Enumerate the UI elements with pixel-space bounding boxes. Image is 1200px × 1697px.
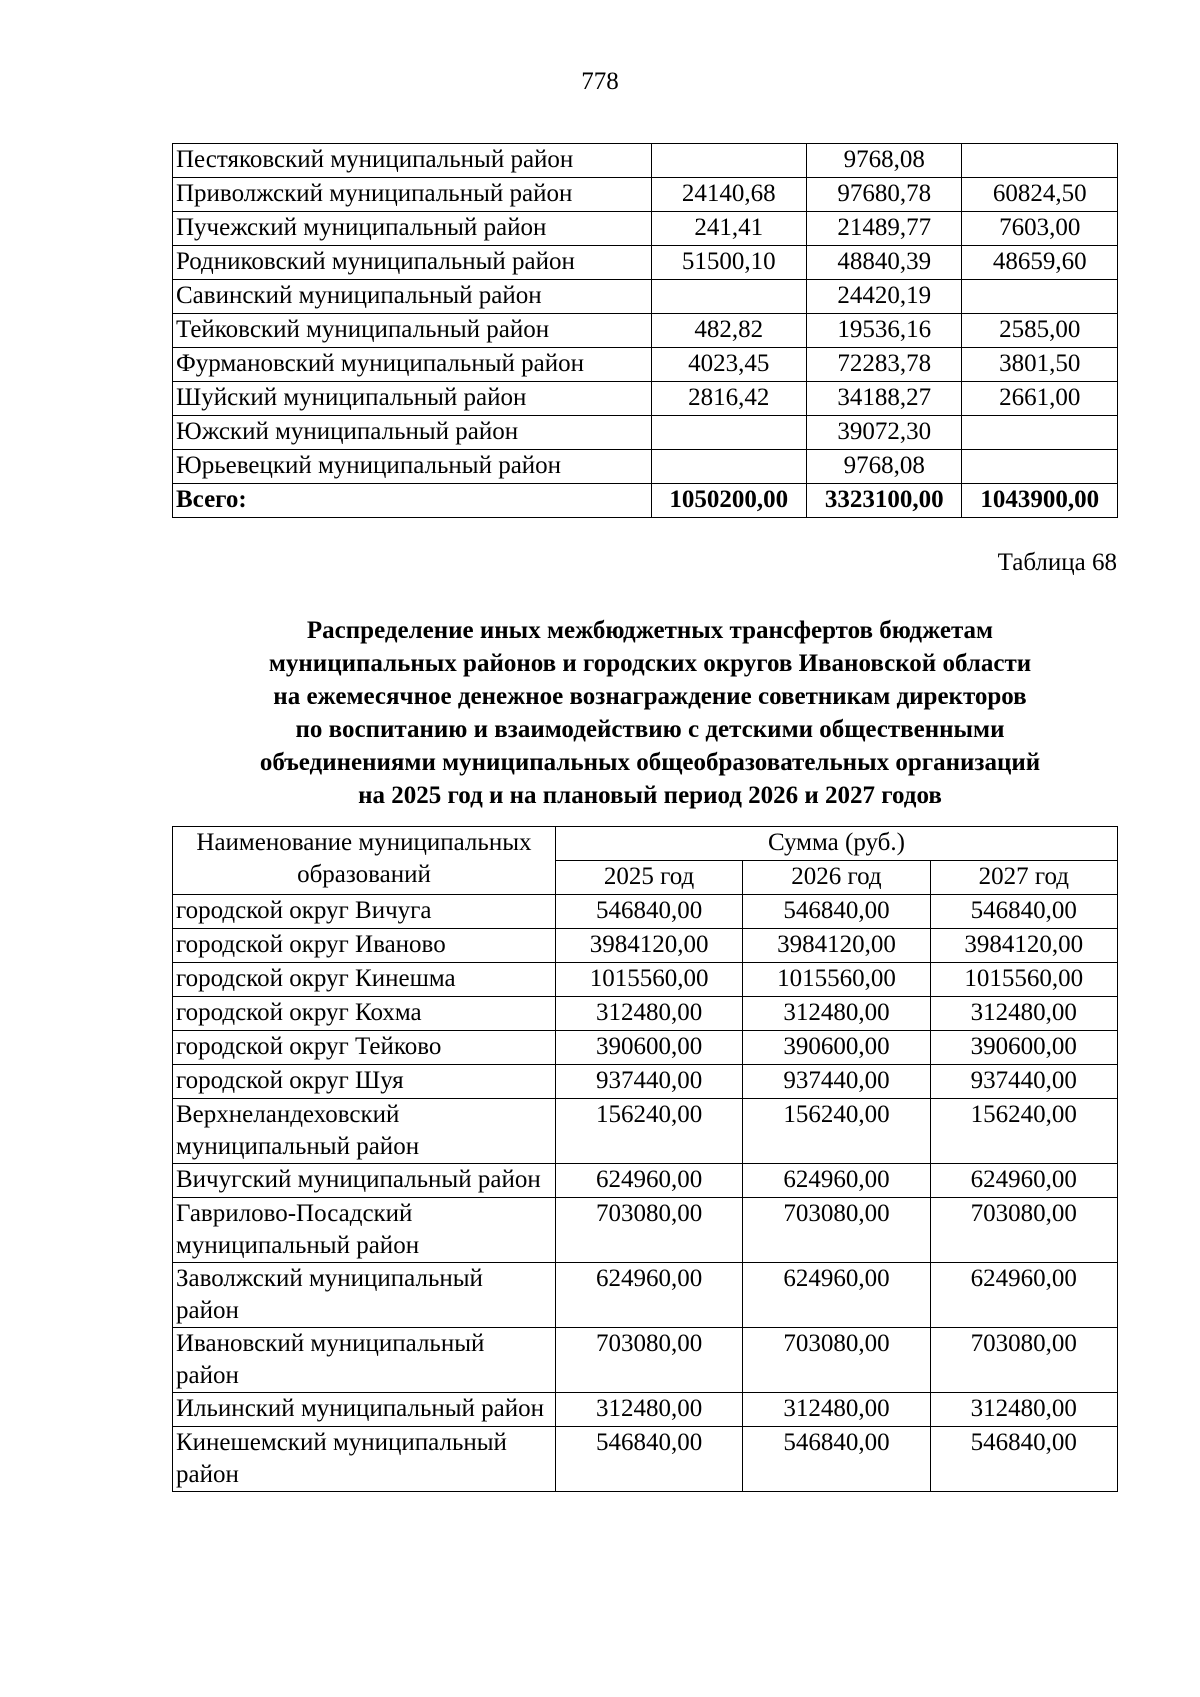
row-name-cell: городской округ Кинешма bbox=[173, 963, 556, 997]
value-2027-cell: 7603,00 bbox=[962, 212, 1118, 246]
table-row bbox=[173, 348, 1118, 382]
value-2025-cell bbox=[651, 280, 806, 314]
total-2027: 1043900,00 bbox=[962, 484, 1118, 518]
value-2026-cell: 546840,00 bbox=[743, 895, 930, 929]
value-2026-cell: 390600,00 bbox=[743, 1031, 930, 1065]
row-name-cell: городской округ Кохма bbox=[173, 997, 556, 1031]
value-2027-cell bbox=[962, 280, 1118, 314]
value-2027-cell: 624960,00 bbox=[930, 1164, 1117, 1198]
value-2027-cell: 2585,00 bbox=[962, 314, 1118, 348]
title-line: на ежемесячное денежное вознаграждение советникам директоров bbox=[273, 683, 1027, 710]
header-year-2025: 2025 год bbox=[555, 861, 742, 895]
value-2027-cell: 2661,00 bbox=[962, 382, 1118, 416]
value-2025-cell bbox=[651, 144, 806, 178]
table-row bbox=[173, 314, 1118, 348]
value-2026-cell: 703080,00 bbox=[743, 1198, 930, 1263]
value-2026-cell: 24420,19 bbox=[807, 280, 962, 314]
value-2025-cell bbox=[651, 450, 806, 484]
table-row bbox=[173, 144, 1118, 178]
row-name-cell: городской округ Тейково bbox=[173, 1031, 556, 1065]
value-2026-cell: 21489,77 bbox=[807, 212, 962, 246]
value-2026-cell: 34188,27 bbox=[807, 382, 962, 416]
table-row bbox=[173, 895, 1118, 929]
value-2025-cell: 546840,00 bbox=[555, 895, 742, 929]
table-row bbox=[173, 1263, 1118, 1328]
value-2025-cell: 390600,00 bbox=[555, 1031, 742, 1065]
value-2026-cell: 9768,08 bbox=[807, 144, 962, 178]
transfer-table-continued bbox=[172, 143, 1118, 518]
value-2026-cell: 156240,00 bbox=[743, 1099, 930, 1164]
title-line: объединениями муниципальных общеобразовательных организаций bbox=[259, 749, 1041, 776]
value-2026-cell: 39072,30 bbox=[807, 416, 962, 450]
value-2027-cell: 312480,00 bbox=[930, 1393, 1117, 1427]
value-2026-cell: 72283,78 bbox=[807, 348, 962, 382]
value-2025-cell: 156240,00 bbox=[555, 1099, 742, 1164]
value-2027-cell: 546840,00 bbox=[930, 1427, 1117, 1492]
transfer-table-68 bbox=[172, 826, 1118, 1492]
row-name-cell: Южский муниципальный район bbox=[173, 416, 652, 450]
table-row bbox=[173, 212, 1118, 246]
row-name-cell: Родниковский муниципальный район bbox=[173, 246, 652, 280]
table-title bbox=[180, 614, 1120, 812]
value-2027-cell bbox=[962, 144, 1118, 178]
row-name-cell: Шуйский муниципальный район bbox=[173, 382, 652, 416]
table-row bbox=[173, 246, 1118, 280]
value-2026-cell: 624960,00 bbox=[743, 1164, 930, 1198]
value-2027-cell: 703080,00 bbox=[930, 1328, 1117, 1393]
header-name-col: Наименование муниципальных образований bbox=[173, 827, 556, 895]
table-row bbox=[173, 1164, 1118, 1198]
value-2026-cell: 48840,39 bbox=[807, 246, 962, 280]
table-row bbox=[173, 1065, 1118, 1099]
value-2026-cell: 97680,78 bbox=[807, 178, 962, 212]
row-name-cell: городской округ Вичуга bbox=[173, 895, 556, 929]
row-name-cell: Пучежский муниципальный район bbox=[173, 212, 652, 246]
row-name-cell: Гаврилово-Посадский муниципальный район bbox=[173, 1198, 556, 1263]
value-2026-cell: 9768,08 bbox=[807, 450, 962, 484]
value-2025-cell: 3984120,00 bbox=[555, 929, 742, 963]
row-name-cell: Вичугский муниципальный район bbox=[173, 1164, 556, 1198]
table-row bbox=[173, 280, 1118, 314]
row-name-cell: Кинешемский муниципальный район bbox=[173, 1427, 556, 1492]
value-2025-cell: 703080,00 bbox=[555, 1328, 742, 1393]
title-line: муниципальных районов и городских округов Ивановской области bbox=[268, 650, 1032, 677]
value-2027-cell: 48659,60 bbox=[962, 246, 1118, 280]
value-2027-cell: 156240,00 bbox=[930, 1099, 1117, 1164]
value-2027-cell: 624960,00 bbox=[930, 1263, 1117, 1328]
row-name-cell: Фурмановский муниципальный район bbox=[173, 348, 652, 382]
value-2027-cell: 937440,00 bbox=[930, 1065, 1117, 1099]
value-2026-cell: 1015560,00 bbox=[743, 963, 930, 997]
value-2025-cell: 2816,42 bbox=[651, 382, 806, 416]
value-2025-cell bbox=[651, 416, 806, 450]
header-sum-col: Сумма (руб.) bbox=[555, 827, 1117, 861]
row-name-cell: Савинский муниципальный район bbox=[173, 280, 652, 314]
title-line: по воспитанию и взаимодействию с детскими общественными bbox=[295, 716, 1005, 743]
row-name-cell: Заволжский муниципальный район bbox=[173, 1263, 556, 1328]
value-2025-cell: 51500,10 bbox=[651, 246, 806, 280]
value-2025-cell: 312480,00 bbox=[555, 997, 742, 1031]
table-row bbox=[173, 416, 1118, 450]
value-2027-cell: 3801,50 bbox=[962, 348, 1118, 382]
table-row bbox=[173, 1198, 1118, 1263]
value-2025-cell: 4023,45 bbox=[651, 348, 806, 382]
table-row bbox=[173, 1031, 1118, 1065]
total-2026: 3323100,00 bbox=[807, 484, 962, 518]
value-2027-cell: 1015560,00 bbox=[930, 963, 1117, 997]
row-name-cell: Приволжский муниципальный район bbox=[173, 178, 652, 212]
row-name-cell: Пестяковский муниципальный район bbox=[173, 144, 652, 178]
value-2025-cell: 482,82 bbox=[651, 314, 806, 348]
value-2025-cell: 1015560,00 bbox=[555, 963, 742, 997]
table-row bbox=[173, 1099, 1118, 1164]
table-row bbox=[173, 450, 1118, 484]
row-name-cell: Тейковский муниципальный район bbox=[173, 314, 652, 348]
value-2026-cell: 703080,00 bbox=[743, 1328, 930, 1393]
table-row bbox=[173, 997, 1118, 1031]
row-name-cell: Ильинский муниципальный район bbox=[173, 1393, 556, 1427]
row-name-cell: Юрьевецкий муниципальный район bbox=[173, 450, 652, 484]
row-name-cell: городской округ Иваново bbox=[173, 929, 556, 963]
value-2027-cell bbox=[962, 416, 1118, 450]
title-line: Распределение иных межбюджетных трансфертов бюджетам bbox=[306, 617, 994, 644]
value-2026-cell: 312480,00 bbox=[743, 997, 930, 1031]
value-2027-cell: 312480,00 bbox=[930, 997, 1117, 1031]
total-label: Всего: bbox=[173, 484, 652, 518]
table-row bbox=[173, 1427, 1118, 1492]
total-row bbox=[173, 484, 1118, 518]
value-2027-cell bbox=[962, 450, 1118, 484]
table-row bbox=[173, 382, 1118, 416]
table-row bbox=[173, 1328, 1118, 1393]
value-2025-cell: 546840,00 bbox=[555, 1427, 742, 1492]
value-2025-cell: 241,41 bbox=[651, 212, 806, 246]
value-2027-cell: 60824,50 bbox=[962, 178, 1118, 212]
value-2025-cell: 703080,00 bbox=[555, 1198, 742, 1263]
table-label: Таблица 68 bbox=[997, 549, 1117, 576]
page-number: 778 bbox=[581, 68, 619, 95]
table-row bbox=[173, 1393, 1118, 1427]
header-year-2026: 2026 год bbox=[743, 861, 930, 895]
value-2025-cell: 624960,00 bbox=[555, 1263, 742, 1328]
value-2027-cell: 703080,00 bbox=[930, 1198, 1117, 1263]
value-2026-cell: 312480,00 bbox=[743, 1393, 930, 1427]
total-2025: 1050200,00 bbox=[651, 484, 806, 518]
value-2027-cell: 390600,00 bbox=[930, 1031, 1117, 1065]
value-2026-cell: 3984120,00 bbox=[743, 929, 930, 963]
value-2025-cell: 937440,00 bbox=[555, 1065, 742, 1099]
row-name-cell: Верхнеландеховский муниципальный район bbox=[173, 1099, 556, 1164]
row-name-cell: Ивановский муниципальный район bbox=[173, 1328, 556, 1393]
value-2026-cell: 624960,00 bbox=[743, 1263, 930, 1328]
header-year-2027: 2027 год bbox=[930, 861, 1117, 895]
table-row bbox=[173, 963, 1118, 997]
row-name-cell: городской округ Шуя bbox=[173, 1065, 556, 1099]
value-2027-cell: 3984120,00 bbox=[930, 929, 1117, 963]
title-line: на 2025 год и на плановый период 2026 и 2027 годов bbox=[358, 782, 942, 809]
value-2027-cell: 546840,00 bbox=[930, 895, 1117, 929]
table-row bbox=[173, 929, 1118, 963]
value-2026-cell: 19536,16 bbox=[807, 314, 962, 348]
value-2025-cell: 624960,00 bbox=[555, 1164, 742, 1198]
table-row bbox=[173, 178, 1118, 212]
value-2026-cell: 937440,00 bbox=[743, 1065, 930, 1099]
value-2025-cell: 24140,68 bbox=[651, 178, 806, 212]
value-2026-cell: 546840,00 bbox=[743, 1427, 930, 1492]
value-2025-cell: 312480,00 bbox=[555, 1393, 742, 1427]
header-row bbox=[173, 827, 1118, 861]
